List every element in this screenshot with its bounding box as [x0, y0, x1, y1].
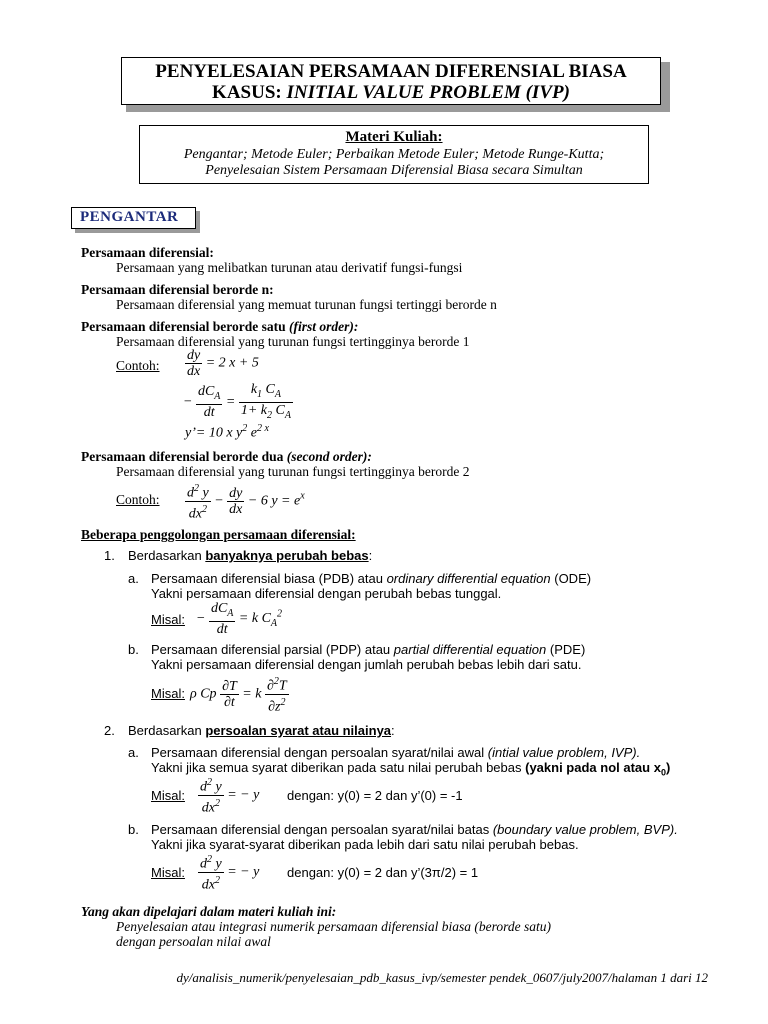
- closing-line-1: Penyelesaian atau integrasi numerik persamaan diferensial biasa (berorde satu): [116, 919, 551, 934]
- ivp-conditions: dengan: y(0) = 2 dan y’(0) = -1: [287, 788, 463, 803]
- misal-label-2: Misal:: [151, 686, 185, 701]
- materi-heading: Materi Kuliah:: [345, 129, 443, 145]
- classification-heading: Beberapa penggolongan persamaan diferensial:: [81, 527, 356, 542]
- def-desc-1: Persamaan yang melibatkan turunan atau derivatif fungsi-fungsi: [116, 260, 463, 275]
- title-prefix: KASUS:: [212, 82, 287, 103]
- contoh-label-1: Contoh:: [116, 358, 160, 373]
- equation-second-order: $\frac{d^2 y}{dx^2}$ − $\frac{dy}{dx}$ − 6 $y = e^x$: [187, 483, 305, 522]
- equation-ode-example: − $\frac{dC_A}{dt}$ = k $C_A^2$: [196, 601, 283, 637]
- def-term-4: Persamaan diferensial berorde dua (second order):: [81, 449, 372, 464]
- item-1b-line-1: Persamaan diferensial parsial (PDP) atau partial differential equation (PDE): [151, 642, 586, 657]
- materi-line-1: Pengantar; Metode Euler; Perbaikan Metode Euler; Metode Runge-Kutta;: [183, 147, 605, 162]
- def-term-1: Persamaan diferensial:: [81, 245, 214, 260]
- equation-first-order-2: − $\frac{dC_A}{dt}$ = $\frac{k_1 C_A}{1+ k_2 C_A}$: [183, 382, 291, 421]
- item-1b-line-2: Yakni persamaan diferensial dengan jumlah perubah bebas lebih dari satu.: [151, 657, 582, 672]
- page-footer: dy/analisis_numerik/penyelesaian_pdb_kasus_ivp/semester pendek_0607/july2007/halaman 1 dari 12: [176, 970, 708, 985]
- item-2b-line-2: Yakni jika syarat-syarat diberikan pada lebih dari satu nilai perubah bebas.: [151, 837, 579, 852]
- equation-first-order-1: $\frac{dy}{dx}$ = 2 x + 5: [187, 348, 259, 379]
- misal-label-1: Misal:: [151, 612, 185, 627]
- def-term-3: Persamaan diferensial berorde satu (first order):: [81, 319, 359, 334]
- item-1a-line-2: Yakni persamaan diferensial dengan perubah bebas tunggal.: [151, 586, 502, 601]
- item-2-text: Berdasarkan persoalan syarat atau nilainya:: [128, 723, 395, 738]
- def-desc-2: Persamaan diferensial yang memuat turunan fungsi tertinggi berorde n: [116, 297, 497, 312]
- def-desc-4: Persamaan diferensial yang turunan fungsi tertingginya berorde 2: [116, 464, 470, 479]
- title-line-1: PENYELESAIAN PERSAMAAN DIFERENSIAL BIASA: [155, 61, 627, 82]
- materi-box: [139, 125, 649, 184]
- bvp-conditions: dengan: y(0) = 2 dan y’(3π/2) = 1: [287, 865, 479, 880]
- item-2b-line-1: Persamaan diferensial dengan persoalan syarat/nilai batas (boundary value problem, BVP).: [151, 822, 678, 837]
- section-heading: PENGANTAR: [71, 207, 196, 229]
- materi-line-2: Penyelesaian Sistem Persamaan Diferensial Biasa secara Simultan: [205, 163, 583, 178]
- equation-bvp-example: $\frac{d^2 y}{dx^2}$ = − y: [200, 854, 260, 893]
- item-2a-line-1: Persamaan diferensial dengan persoalan syarat/nilai awal (intial value problem, IVP).: [151, 745, 641, 760]
- item-1a-line-1: Persamaan diferensial biasa (PDB) atau ordinary differential equation (ODE): [151, 571, 592, 586]
- item-2a-label: a.: [128, 745, 139, 760]
- item-2-number: 2.: [104, 723, 115, 738]
- equation-pde-example: ρ Cp $\frac{\partial T}{\partial t}$ = k $\frac{\partial^2T}{\partial z^2}$: [190, 676, 287, 715]
- closing-line-2: dengan persoalan nilai awal: [116, 934, 271, 949]
- equation-ivp-example: $\frac{d^2 y}{dx^2}$ = − y: [200, 777, 260, 816]
- def-term-2: Persamaan diferensial berorde n:: [81, 282, 274, 297]
- title-italic: INITIAL VALUE PROBLEM (IVP): [286, 82, 570, 103]
- contoh-label-2: Contoh:: [116, 492, 160, 507]
- misal-label-4: Misal:: [151, 865, 185, 880]
- item-1a-label: a.: [128, 571, 139, 586]
- misal-label-3: Misal:: [151, 788, 185, 803]
- def-desc-3: Persamaan diferensial yang turunan fungsi tertingginya berorde 1: [116, 334, 470, 349]
- item-2a-line-2: Yakni jika semua syarat diberikan pada satu nilai perubah bebas (yakni pada nol atau $x_0$): [151, 760, 671, 778]
- item-1b-label: b.: [128, 642, 139, 657]
- document-title: [121, 57, 661, 105]
- item-2b-label: b.: [128, 822, 139, 837]
- item-1-number: 1.: [104, 548, 115, 563]
- item-1-text: Berdasarkan banyaknya perubah bebas:: [128, 548, 373, 563]
- equation-first-order-3: y’= 10 x $y^2$ $e^{2 x}$: [185, 423, 269, 441]
- closing-heading: Yang akan dipelajari dalam materi kuliah ini:: [81, 904, 337, 919]
- title-line-2: [122, 82, 660, 103]
